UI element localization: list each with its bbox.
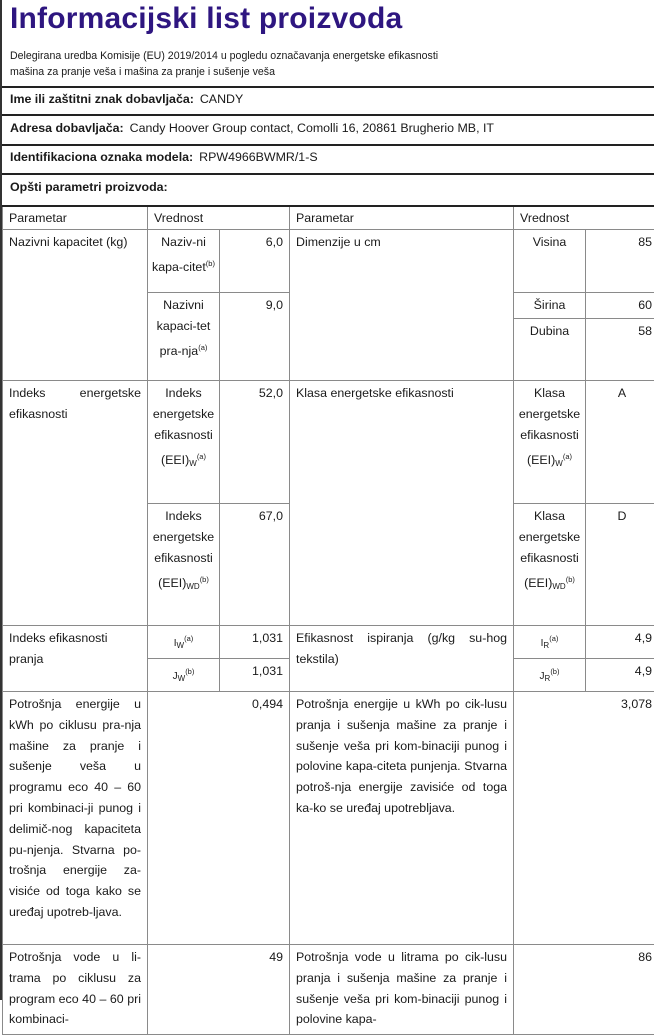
energy-class-label: Klasa energetske efikasnosti bbox=[290, 381, 514, 626]
supplier-name-label: Ime ili zaštitni znak dobavljača: bbox=[10, 92, 194, 106]
rinsing-j-symbol bbox=[514, 659, 586, 692]
divider bbox=[2, 114, 654, 116]
washing-efficiency-label: Indeks efikasnosti pranja bbox=[3, 626, 148, 692]
energy-class-w-value: A bbox=[586, 381, 654, 504]
eei-wd-text: Indeks energetske efikasnosti (EEI) bbox=[153, 509, 214, 590]
header-parameter-right: Parametar bbox=[290, 206, 514, 230]
header-value-left: Vrednost bbox=[148, 206, 290, 230]
footnote-marker: (a) bbox=[563, 452, 572, 461]
supplier-name-value: CANDY bbox=[200, 92, 243, 106]
subscript: W bbox=[555, 459, 563, 468]
subscript: R bbox=[543, 641, 549, 650]
water-wash-dry-label: Potrošnja vode u litrama po cik-lusu pranja i sušenja mašine za pranje i sušenje veša pri kom-binaciji punog i polovine kapa- bbox=[290, 945, 514, 1035]
height-value: 85 bbox=[586, 230, 654, 293]
washing-efficiency-i-value: 1,031 bbox=[220, 626, 290, 659]
eei-w-label bbox=[148, 381, 220, 504]
symbol: I bbox=[541, 638, 544, 649]
table-row bbox=[3, 626, 654, 659]
energy-class-wd-text: Klasa energetske efikasnosti (EEI) bbox=[519, 509, 580, 590]
capacity-sub1-text: Naziv-ni kapa-citet bbox=[152, 235, 206, 274]
supplier-name-row bbox=[10, 92, 243, 106]
subscript: WD bbox=[186, 582, 199, 591]
water-wash-label: Potrošnja vode u li-trama po ciklusu za program eco 40 – 60 pri kombinaci- bbox=[3, 945, 148, 1035]
height-label: Visina bbox=[514, 230, 586, 293]
capacity-label: Nazivni kapacitet (kg) bbox=[3, 230, 148, 381]
energy-wash-dry-value: 3,078 bbox=[514, 692, 654, 945]
subtitle-line-2: mašina za pranje veša i mašina za pranje i sušenje veša bbox=[10, 64, 438, 80]
supplier-address-row bbox=[10, 121, 494, 135]
capacity-sub2-text: Nazivni kapaci-tet pra-nja bbox=[157, 298, 211, 358]
rinsing-i-symbol bbox=[514, 626, 586, 659]
rinsing-label: Efikasnost ispiranja (g/kg su-hog tekstila) bbox=[290, 626, 514, 692]
divider bbox=[2, 173, 654, 175]
footnote-marker: (b) bbox=[550, 667, 559, 676]
capacity-sub1-value: 6,0 bbox=[220, 230, 290, 293]
energy-wash-value: 0,494 bbox=[148, 692, 290, 945]
parameters-table bbox=[2, 205, 654, 1035]
table-header-row bbox=[3, 206, 654, 230]
rinsing-i-value: 4,9 bbox=[586, 626, 654, 659]
energy-class-w-text: Klasa energetske efikasnosti (EEI) bbox=[519, 386, 580, 467]
table-row bbox=[3, 230, 654, 293]
regulation-subtitle bbox=[10, 48, 438, 80]
footnote-marker: (b) bbox=[185, 667, 194, 676]
subtitle-line-1: Delegirana uredba Komisije (EU) 2019/2014 u pogledu označavanja energetske efikasnosti bbox=[10, 48, 438, 64]
energy-class-wd-label bbox=[514, 504, 586, 626]
footnote-marker: (a) bbox=[184, 634, 193, 643]
symbol: J bbox=[540, 671, 545, 682]
width-label: Širina bbox=[514, 293, 586, 319]
subscript: W bbox=[177, 641, 185, 650]
subscript: WD bbox=[552, 582, 565, 591]
footnote-marker: (b) bbox=[200, 575, 209, 584]
energy-wash-dry-label: Potrošnja energije u kWh po cik-lusu pranja i sušenja mašine za pranje i sušenje veša pri kom-binaciji punog i polovine kapa-citeta punjenja. Stvarna potroš-nja energije zavisiće od toga ka-ko se uređaj upotrebljava. bbox=[290, 692, 514, 945]
table-row bbox=[3, 692, 654, 945]
header-value-right: Vrednost bbox=[514, 206, 654, 230]
divider bbox=[2, 86, 654, 88]
divider bbox=[2, 144, 654, 146]
page-title: Informacijski list proizvoda bbox=[10, 2, 402, 36]
energy-class-w-label bbox=[514, 381, 586, 504]
header-parameter-left: Parametar bbox=[3, 206, 148, 230]
symbol: I bbox=[174, 638, 177, 649]
subscript: W bbox=[178, 674, 186, 683]
supplier-address-value: Candy Hoover Group contact, Comolli 16, 20861 Brugherio MB, IT bbox=[130, 121, 494, 135]
depth-label: Dubina bbox=[514, 319, 586, 381]
subscript: W bbox=[189, 459, 197, 468]
model-identifier-row bbox=[10, 150, 318, 164]
footnote-marker: (a) bbox=[197, 452, 206, 461]
eei-w-value: 52,0 bbox=[220, 381, 290, 504]
model-identifier-label: Identifikaciona oznaka modela: bbox=[10, 150, 193, 164]
model-identifier-value: RPW4966BWMR/1-S bbox=[199, 150, 317, 164]
footnote-marker: (b) bbox=[206, 259, 215, 268]
footnote-marker: (a) bbox=[549, 634, 558, 643]
eei-label: Indeks energetske efikasnosti bbox=[3, 381, 148, 626]
water-wash-value: 49 bbox=[148, 945, 290, 1035]
rinsing-j-value: 4,9 bbox=[586, 659, 654, 692]
capacity-sub2-label bbox=[148, 293, 220, 381]
washing-efficiency-j-symbol bbox=[148, 659, 220, 692]
washing-efficiency-j-value: 1,031 bbox=[220, 659, 290, 692]
eei-wd-label bbox=[148, 504, 220, 626]
footnote-marker: (b) bbox=[566, 575, 575, 584]
width-value: 60 bbox=[586, 293, 654, 319]
water-wash-dry-value: 86 bbox=[514, 945, 654, 1035]
supplier-address-label: Adresa dobavljača: bbox=[10, 121, 124, 135]
eei-w-text: Indeks energetske efikasnosti (EEI) bbox=[153, 386, 214, 467]
energy-wash-label: Potrošnja energije u kWh po ciklusu pra-nja mašine za pranje i sušenje veša u programu eco 40 – 60 pri kombinaci-ji punog i delimič-nog kapaciteta pu-njenja. Stvarna po-trošnja energije za-visiće od toga kako se uređaj upotreb-ljava. bbox=[3, 692, 148, 945]
subscript: R bbox=[545, 674, 551, 683]
energy-class-wd-value: D bbox=[586, 504, 654, 626]
capacity-sub2-value: 9,0 bbox=[220, 293, 290, 381]
depth-value: 58 bbox=[586, 319, 654, 381]
capacity-sub1-label bbox=[148, 230, 220, 293]
footnote-marker: (a) bbox=[198, 343, 207, 352]
eei-wd-value: 67,0 bbox=[220, 504, 290, 626]
table-row bbox=[3, 945, 654, 1035]
table-row bbox=[3, 381, 654, 504]
general-parameters-label: Opšti parametri proizvoda: bbox=[10, 180, 168, 194]
washing-efficiency-i-symbol bbox=[148, 626, 220, 659]
symbol: J bbox=[173, 671, 178, 682]
dimensions-label: Dimenzije u cm bbox=[290, 230, 514, 381]
general-parameters-heading bbox=[10, 180, 168, 194]
